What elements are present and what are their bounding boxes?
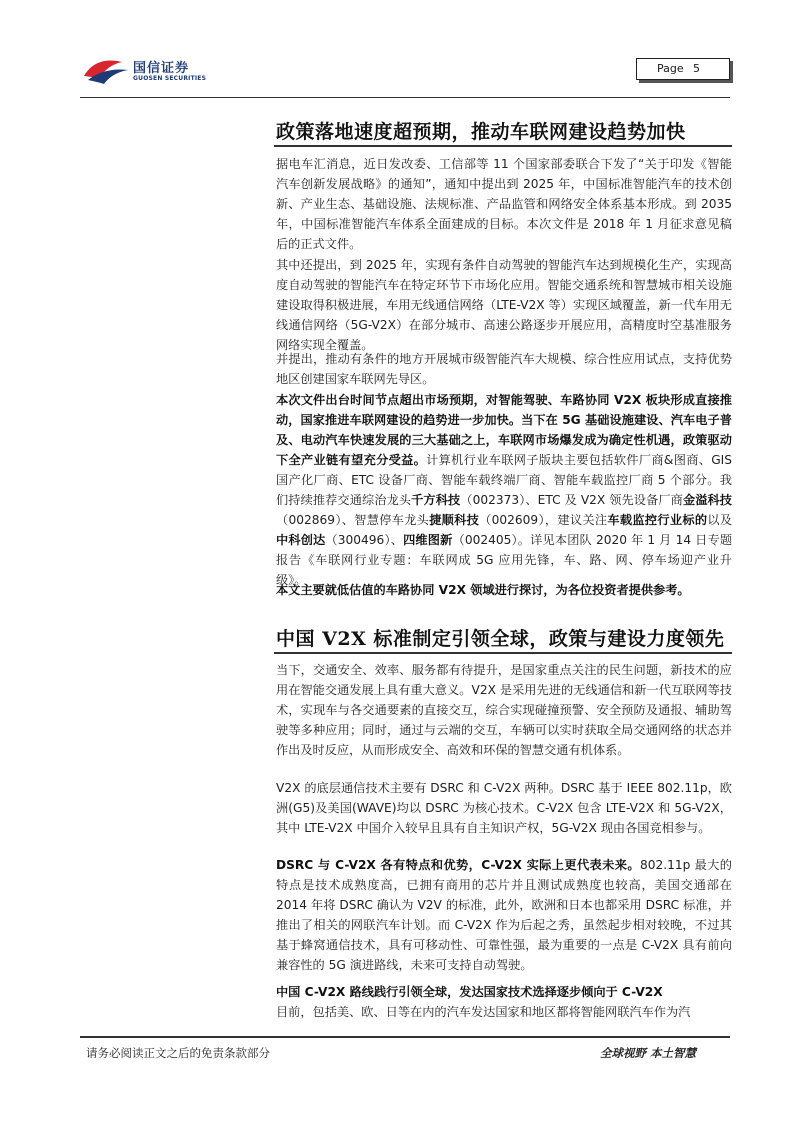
footer-disclaimer: 请务必阅读正文之后的免责条款部分 bbox=[86, 1046, 270, 1060]
section1-paragraph-2: 其中还提出，到 2025 年，实现有条件自动驾驶的智能汽车达到规模化生产，实现高度自动驾驶的智能汽车在特定环节下市场化应用。智能交通系统和智慧城市相关设施建设取得积极进展，车用无线通信网络（LTE-V2X 等）实现区域覆盖，新一代车用无线通信网络（5G-V2X）在部分城市、高速公路逐步开展应用，高精度时空基准服务网络实现全覆盖。 bbox=[276, 258, 732, 352]
section1-paragraph-1: 据电车汇消息，近日发改委、工信部等 11 个国家部委联合下发了“关于印发《智能汽车创新发展战略》的通知”，通知中提出到 2025 年，中国标准智能汽车的技术创新、产业生态、基础设施、法规标准、产品监管和网络安全体系基本形成。到 2035 年，中国标准智能汽车体系全面建成的目标。本次文件是 2018 年 1 月征求意见稿后的正式文件。 bbox=[276, 157, 732, 251]
section1-title-rule bbox=[274, 145, 732, 147]
sector-vehicle-monitor: 车载监控行业标的 bbox=[607, 513, 708, 527]
section2-paragraph-5: 目前，包括美、欧、日等在内的汽车发达国家和地区都将智能网联汽车作为汽 bbox=[276, 1005, 691, 1019]
stock-zhongke: 中科创达 bbox=[276, 533, 326, 547]
p5-bold: 本文主要就低估值的车路协同 V2X 领域进行探讨，为各位投资者提供参考。 bbox=[276, 583, 690, 597]
logo-cn-text: 国信证券 bbox=[133, 61, 190, 76]
p4-text-a: 计算机行业车联网子版块主要包括软件厂商&图商、GIS 国产化厂商、ETC 设备厂商、智能车载终端厂商、智能车载监控厂商 5 个部分。我们持续推荐交通综治龙头 bbox=[276, 453, 732, 507]
page-number: 5 bbox=[693, 62, 700, 75]
p4-text-c: （002373）、ETC 及 V2X 领先设备厂商 bbox=[460, 493, 683, 507]
logo-en-text: GUOSEN SECURITIES bbox=[133, 75, 207, 82]
p4-text-e: （002609），建议关注 bbox=[479, 513, 608, 527]
subheading-bold: 中国 C-V2X 路线践行引领全球，发达国家技术选择逐步倾向于 C-V2X bbox=[276, 985, 663, 999]
footer-divider bbox=[80, 1036, 730, 1038]
section2-title: 中国 V2X 标准制定引领全球，政策与建设力度领先 bbox=[276, 628, 725, 650]
footer-slogan: 全球视野 本土智慧 bbox=[600, 1046, 697, 1060]
section2-paragraph-2: V2X 的底层通信技术主要有 DSRC 和 C-V2X 两种。DSRC 基于 IEEE 802.11p，欧洲(G5)及美国(WAVE)均以 DSRC 为核心技术。C-V2X 包含 LTE-V2X 和 5G-V2X，其中 LTE-V2X 中国介入较早且具有自主知识产权，5G-V2X 现由各国竞相参与。 bbox=[276, 781, 732, 835]
p3-bold-lead: DSRC 与 C-V2X 各有特点和优势，C-V2X 实际上更代表未来。 bbox=[276, 858, 640, 872]
p4-bold-lead: 本次文件出台时间节点超出市场预期，对智能驾驶、车路协同 V2X 板块形成直接推动，国家推进车联网建设的趋势进一步加快。当下在 5G 基础设施建设、汽车电子普及、电动汽车快速发展的三大基础之上，车联网市场爆发成为确定性机遇，政策驱动下全产业链有望充分受益。 bbox=[276, 393, 732, 467]
p4-text-d: （002869）、智慧停车龙头 bbox=[276, 513, 430, 527]
stock-jieshun: 捷顺科技 bbox=[429, 513, 480, 527]
section2-paragraph-3 bbox=[276, 855, 732, 975]
p4-text-g: （300496）、 bbox=[325, 533, 404, 547]
p4-text-h: （002405）。详见本团队 2020 年 1 月 14 日专题报告《车联网行业专题：车联网成 5G 应用先锋，车、路、网、停车场迎产业升级》。 bbox=[276, 533, 733, 587]
header-divider bbox=[80, 97, 730, 98]
p3-text: 802.11p 最大的特点是技术成熟度高，已拥有商用的芯片并且测试成熟度也较高，美国交通部在 2014 年将 DSRC 确认为 V2V 的标准，此外，欧洲和日本也都采用 DSRC 标准，并推出了相关的网联汽车计划。而 C-V2X 作为后起之秀，虽然起步相对较晚，不过其基于蜂窝通信技术，具有可移动性、可靠性强，最为重要的一点是 C-V2X 具有前向兼容性的 5G 演进路线，未来可支持自动驾驶。 bbox=[276, 858, 732, 972]
section1-title: 政策落地速度超预期，推动车联网建设趋势加快 bbox=[276, 121, 686, 143]
page-indicator bbox=[636, 58, 730, 80]
stock-jinyi: 金溢科技 bbox=[682, 493, 732, 507]
section1-paragraph-4 bbox=[276, 390, 732, 590]
page-label: Page bbox=[657, 62, 684, 75]
page-header bbox=[0, 0, 793, 100]
p4-text-f: 以及 bbox=[707, 513, 733, 527]
section2-subheading bbox=[276, 982, 732, 1002]
section1-paragraph-5 bbox=[276, 580, 732, 600]
section2-paragraph-1: 当下，交通安全、效率、服务都有待提升，是国家重点关注的民生问题，新技术的应用在智能交通发展上具有重大意义。V2X 是采用先进的无线通信和新一代互联网等技术，实现车与各交通要素的直接交互，综合实现碰撞预警、安全预防及通报、辅助驾驶等多种应用；同时，通过与云端的交互，车辆可以实时获取全局交通网络的状态并作出及时反应，从而形成安全、高效和环保的智慧交通有机体系。 bbox=[276, 663, 732, 757]
stock-siwei: 四维图新 bbox=[403, 533, 453, 547]
section1-paragraph-3: 并提出，推动有条件的地方开展城市级智能汽车大规模、综合性应用试点，支持优势地区创建国家车联网先导区。 bbox=[276, 352, 732, 386]
section2-title-rule bbox=[274, 652, 732, 654]
stock-qianfang: 千方科技 bbox=[411, 493, 461, 507]
